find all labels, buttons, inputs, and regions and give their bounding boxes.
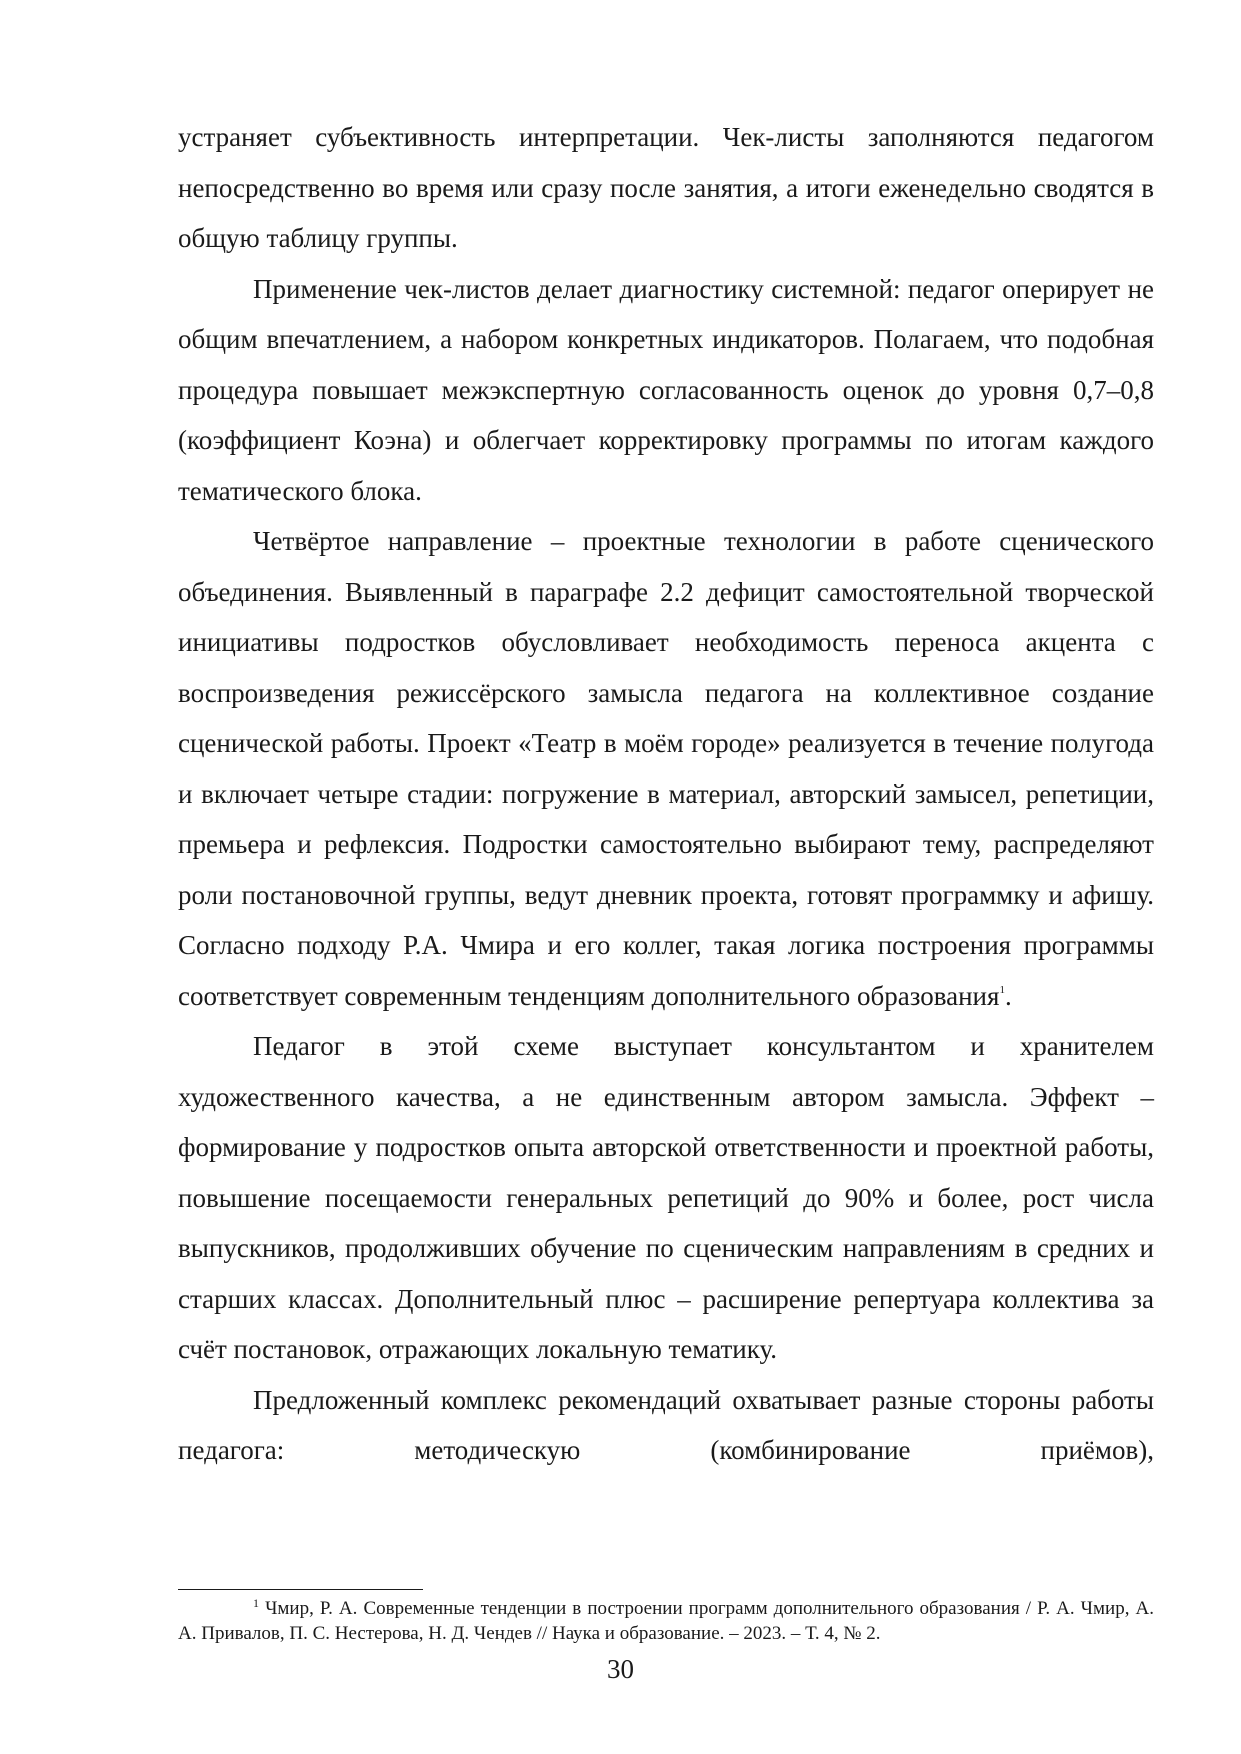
paragraph-3	[178, 516, 1154, 1021]
footnote-number: 1	[253, 1596, 259, 1610]
body-text	[178, 112, 1154, 1476]
footnote-reference[interactable]: 1	[999, 983, 1005, 996]
page-number: 30	[607, 1654, 634, 1684]
footnote-separator	[178, 1589, 423, 1590]
paragraph-2	[178, 264, 1154, 517]
paragraph-1	[178, 112, 1154, 264]
paragraph-5-text: Предложенный комплекс рекомендаций охватывает разные стороны работы педагога: методическую (комбинирование приёмов),	[178, 1384, 1154, 1465]
footnote-text: Чмир, Р. А. Современные тенденции в построении программ дополнительного образования / Р. А. Чмир, А. А. Привалов, П. С. Нестерова, Н. Д. Чендев // Наука и образование. – 2023. – Т. 4, № 2.	[178, 1598, 1154, 1644]
paragraph-1-text: устраняет субъективность интерпретации. Чек-листы заполняются педагогом непосредственно во время или сразу после занятия, а итоги еженедельно сводятся в общую таблицу группы.	[178, 122, 1154, 253]
paragraph-3-text: Четвёртое направление – проектные технологии в работе сценического объединения. Выявленный в параграфе 2.2 дефицит самостоятельной творческой инициативы подростков обусловливает необходимость переноса акцента с воспроизведения режиссёрского замысла педагога на коллективное создание сценической работы. Проект «Театр в моём городе» реализуется в течение полугода и включает четыре стадии: погружение в материал, авторский замысел, репетиции, премьера и рефлексия. Подростки самостоятельно выбирают тему, распределяют роли постановочной группы, ведут дневник проекта, готовят программку и афишу. Согласно подходу Р.А. Чмира и его коллег, такая логика построения программы соответствует современным тенденциям дополнительного образования	[178, 526, 1154, 1011]
paragraph-4-text: Педагог в этой схеме выступает консультантом и хранителем художественного качества, а не единственным автором замысла. Эффект – формирование у подростков опыта авторской ответственности и проектной работы, повышение посещаемости генеральных репетиций до 90% и более, рост числа выпускников, продолживших обучение по сценическим направлениям в средних и старших классах. Дополнительный плюс – расширение репертуара коллектива за счёт постановок, отражающих локальную тематику.	[178, 1031, 1154, 1364]
paragraph-4	[178, 1021, 1154, 1375]
footnote	[178, 1596, 1154, 1646]
paragraph-5	[178, 1375, 1154, 1476]
paragraph-2-text: Применение чек-листов делает диагностику системной: педагог оперирует не общим впечатлением, а набором конкретных индикаторов. Полагаем, что подобная процедура повышает межэкспертную согласованность оценок до уровня 0,7–0,8 (коэффициент Коэна) и облегчает корректировку программы по итогам каждого тематического блока.	[178, 273, 1154, 506]
paragraph-3-end: .	[1004, 980, 1012, 1011]
